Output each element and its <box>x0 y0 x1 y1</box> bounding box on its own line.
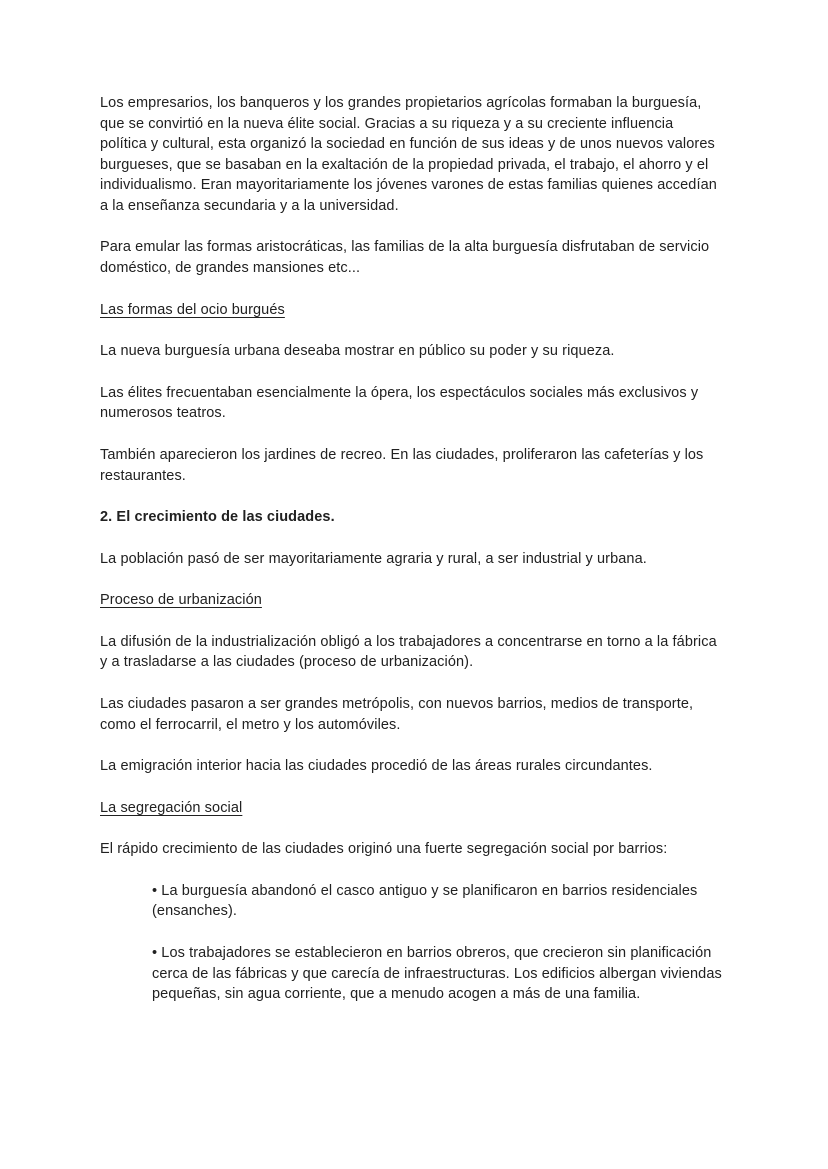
section-heading-crecimiento-ciudades: 2. El crecimiento de las ciudades. <box>100 509 335 526</box>
paragraph-poblacion-agraria: La población pasó de ser mayoritariamente agraria y rural, a ser industrial y urbana. <box>100 550 647 567</box>
bullet-barrios-obreros: • Los trabajadores se establecieron en barrios obreros, que crecieron sin planificación cerca de las fábricas y que carecía de infraestructuras. Los edificios albergan viviendas pequeñas, sin agua corriente, que a menudo acogen a más de una familia. <box>152 945 722 1003</box>
paragraph-elites-opera: Las élites frecuentaban esencialmente la ópera, los espectáculos sociales más exclusivos y numerosos teatros. <box>100 384 699 422</box>
bullet-burguesia-ensanches: • La burguesía abandonó el casco antiguo y se planificaron en barrios residenciales (ensanches). <box>152 882 698 920</box>
paragraph-formas-aristocraticas: Para emular las formas aristocráticas, las familias de la alta burguesía disfrutaban de servicio doméstico, de grandes mansiones etc... <box>100 239 710 277</box>
paragraph-burguesia-intro: Los empresarios, los banqueros y los grandes propietarios agrícolas formaban la burguesía, que se convirtió en la nueva élite social. Gracias a su riqueza y a su creciente influencia política y cultural, esta organizó la sociedad en función de sus ideas y de unos nuevos valores burgueses, que se basaban en la exaltación de la propiedad privada, el trabajo, el ahorro y el individualismo. Eran mayoritariamente los jóvenes varones de estas familias quienes accedían a la enseñanza secundaria y a la universidad. <box>100 95 717 214</box>
paragraph-difusion-industrializacion: La difusión de la industrialización obligó a los trabajadores a concentrarse en torno a la fábrica y a trasladarse a las ciudades (proceso de urbanización). <box>100 633 717 671</box>
section-heading-ocio-burgues: Las formas del ocio burgués <box>100 301 285 318</box>
section-heading-segregacion-social: La segregación social <box>100 799 243 816</box>
paragraph-emigracion-interior: La emigración interior hacia las ciudades procedió de las áreas rurales circundantes. <box>100 758 653 775</box>
paragraph-segregacion-barrios: El rápido crecimiento de las ciudades originó una fuerte segregación social por barrios: <box>100 841 668 858</box>
paragraph-jardines-recreo: También aparecieron los jardines de recreo. En las ciudades, proliferaron las cafeterías y los restaurantes. <box>100 446 704 484</box>
paragraph-grandes-metropolis: Las ciudades pasaron a ser grandes metrópolis, con nuevos barrios, medios de transporte, como el ferrocarril, el metro y los automóviles. <box>100 695 694 733</box>
section-heading-proceso-urbanizacion: Proceso de urbanización <box>100 592 262 609</box>
paragraph-burguesia-urbana: La nueva burguesía urbana deseaba mostrar en público su poder y su riqueza. <box>100 343 615 360</box>
